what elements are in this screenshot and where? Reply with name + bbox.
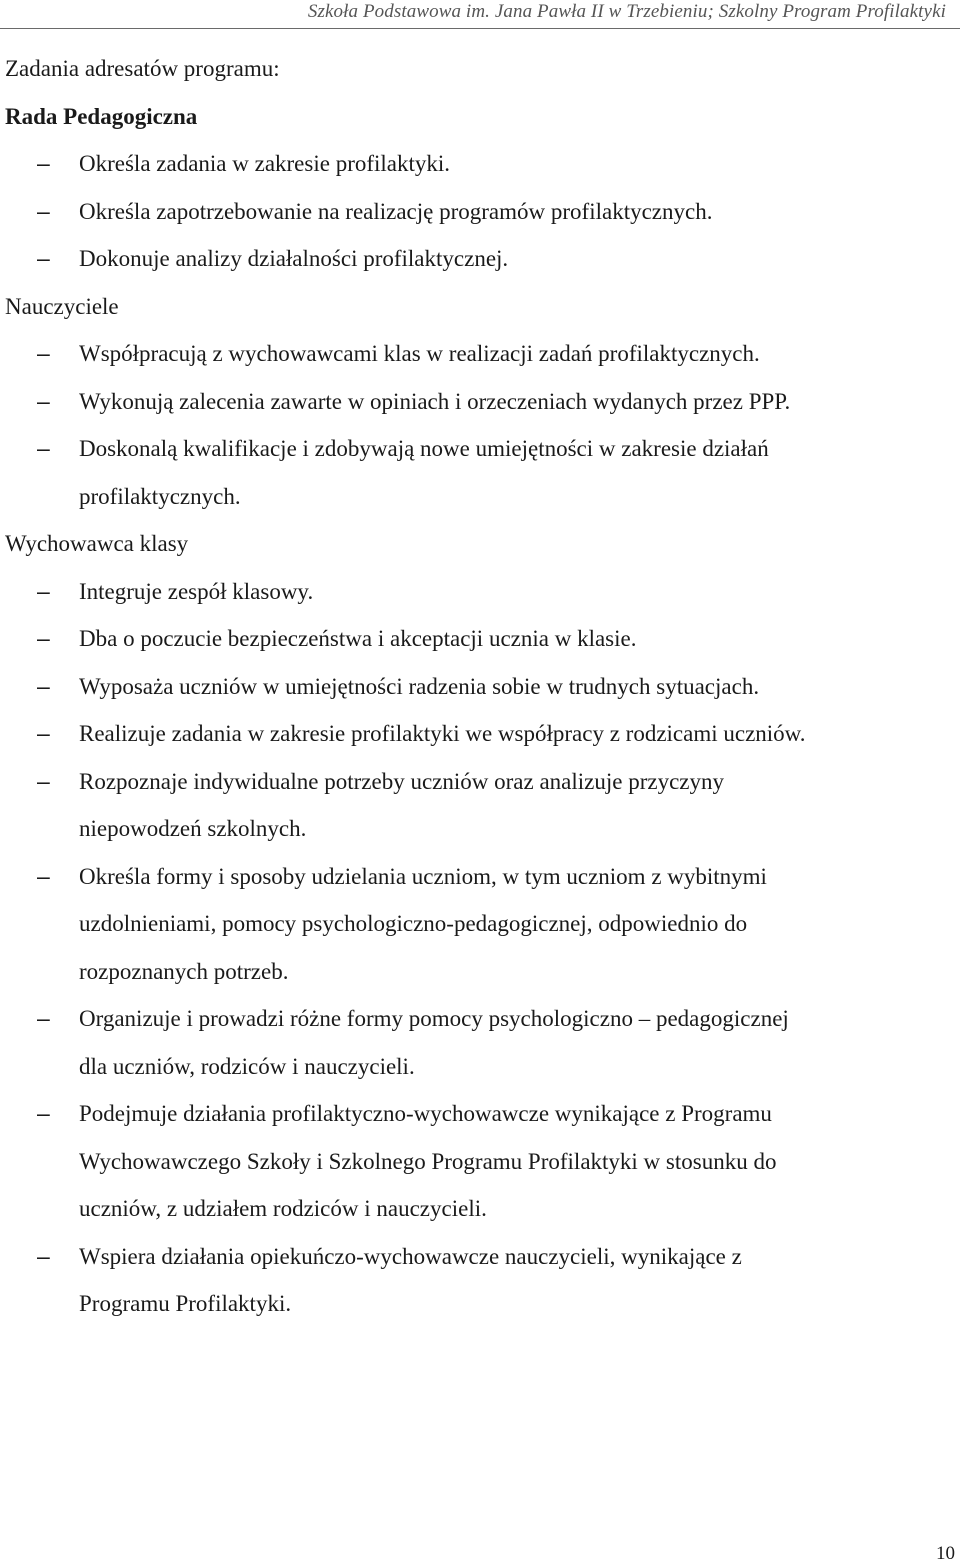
- list-item-text: profilaktycznych.: [79, 483, 241, 509]
- list-item: [5, 235, 955, 283]
- dash-bullet-icon: –: [37, 672, 50, 699]
- list-item: [5, 995, 955, 1043]
- dash-bullet-icon: –: [37, 387, 50, 414]
- list-item: [5, 1233, 955, 1281]
- dash-bullet-icon: –: [37, 625, 50, 651]
- dash-bullet-icon: –: [37, 720, 50, 746]
- header-rule: [0, 28, 960, 29]
- list-item-text: dla uczniów, rodziców i nauczycieli.: [79, 1053, 415, 1079]
- dash-bullet-icon: –: [37, 245, 50, 271]
- section-title-nauczyciele: Nauczyciele: [5, 293, 119, 319]
- dash-bullet-icon: –: [37, 435, 50, 461]
- list-item-text: uczniów, z udziałem rodziców i nauczycieli.: [79, 1196, 487, 1221]
- list-item-continuation: [5, 1280, 955, 1328]
- page-number: 10: [936, 1543, 955, 1564]
- list-item: [5, 853, 955, 901]
- dash-bullet-icon: –: [37, 862, 50, 889]
- dash-bullet-icon: –: [37, 340, 50, 366]
- list-item-continuation: [5, 1185, 955, 1233]
- list-item-text: Programu Profilaktyki.: [79, 1291, 292, 1316]
- list-item-text: Dba o poczucie bezpieczeństwa i akceptacji ucznia w klasie.: [79, 626, 637, 651]
- list-item-text: Integruje zespół klasowy.: [79, 578, 314, 604]
- list-item: [5, 330, 955, 378]
- list-item-continuation: [5, 473, 955, 521]
- list-item: [5, 615, 955, 663]
- section-title-rada-pedagogiczna: Rada Pedagogiczna: [5, 103, 198, 129]
- list-item-text: Wykonują zalecenia zawarte w opiniach i orzeczeniach wydanych przez PPP.: [79, 388, 791, 414]
- list-item-text: Określa zapotrzebowanie na realizację programów profilaktycznych.: [79, 198, 713, 224]
- list-item-text: rozpoznanych potrzeb.: [79, 958, 289, 984]
- section-title-wychowawca-klasy: Wychowawca klasy: [5, 531, 189, 556]
- list-item-text: Wyposaża uczniów w umiejętności radzenia sobie w trudnych sytuacjach.: [79, 673, 760, 699]
- dash-bullet-icon: –: [37, 577, 50, 604]
- running-header: Szkoła Podstawowa im. Jana Pawła II w Trzebieniu; Szkolny Program Profilaktyki: [307, 1, 946, 22]
- list-item: [5, 188, 955, 236]
- list-item-continuation: [5, 1043, 955, 1091]
- dash-bullet-icon: –: [37, 1242, 50, 1269]
- list-item-text: Określa zadania w zakresie profilaktyki.: [79, 151, 451, 176]
- dash-bullet-icon: –: [37, 767, 50, 794]
- intro-line: Zadania adresatów programu:: [5, 56, 280, 81]
- list-item-continuation: [5, 900, 955, 948]
- list-item: [5, 568, 955, 616]
- list-item-text: uzdolnieniami, pomocy psychologiczno-pedagogicznej, odpowiednio do: [79, 911, 748, 936]
- dash-bullet-icon: –: [37, 1100, 50, 1126]
- list-item-continuation: [5, 1138, 955, 1186]
- list-item-text: niepowodzeń szkolnych.: [79, 816, 307, 841]
- dash-bullet-icon: –: [37, 150, 50, 176]
- list-item-text: Organizuje i prowadzi różne formy pomocy psychologiczno – pedagogicznej: [79, 1006, 789, 1031]
- list-item-text: Realizuje zadania w zakresie profilaktyki we współpracy z rodzicami uczniów.: [79, 721, 806, 746]
- list-item: [5, 140, 955, 188]
- list-item: [5, 1090, 955, 1138]
- list-item: [5, 378, 955, 426]
- document-body: [5, 45, 955, 1328]
- list-item-text: Rozpoznaje indywidualne potrzeby uczniów oraz analizuje przyczyny: [79, 768, 725, 794]
- list-item: [5, 425, 955, 473]
- list-item: [5, 758, 955, 806]
- dash-bullet-icon: –: [37, 197, 50, 224]
- list-item-text: Wspiera działania opiekuńczo-wychowawcze nauczycieli, wynikające z: [79, 1243, 742, 1269]
- list-item-text: Współpracują z wychowawcami klas w realizacji zadań profilaktycznych.: [79, 341, 760, 366]
- list-item-continuation: [5, 948, 955, 996]
- list-item: [5, 710, 955, 758]
- list-item-text: Podejmuje działania profilaktyczno-wychowawcze wynikające z Programu: [79, 1101, 772, 1126]
- list-item-text: Określa formy i sposoby udzielania uczniom, w tym uczniom z wybitnymi: [79, 863, 767, 889]
- list-item-text: Dokonuje analizy działalności profilaktycznej.: [79, 246, 509, 271]
- dash-bullet-icon: –: [37, 1005, 50, 1031]
- list-item-text: Wychowawczego Szkoły i Szkolnego Programu Profilaktyki w stosunku do: [79, 1148, 777, 1174]
- list-item-continuation: [5, 805, 955, 853]
- list-item: [5, 663, 955, 711]
- list-item-text: Doskonalą kwalifikacje i zdobywają nowe umiejętności w zakresie działań: [79, 436, 769, 461]
